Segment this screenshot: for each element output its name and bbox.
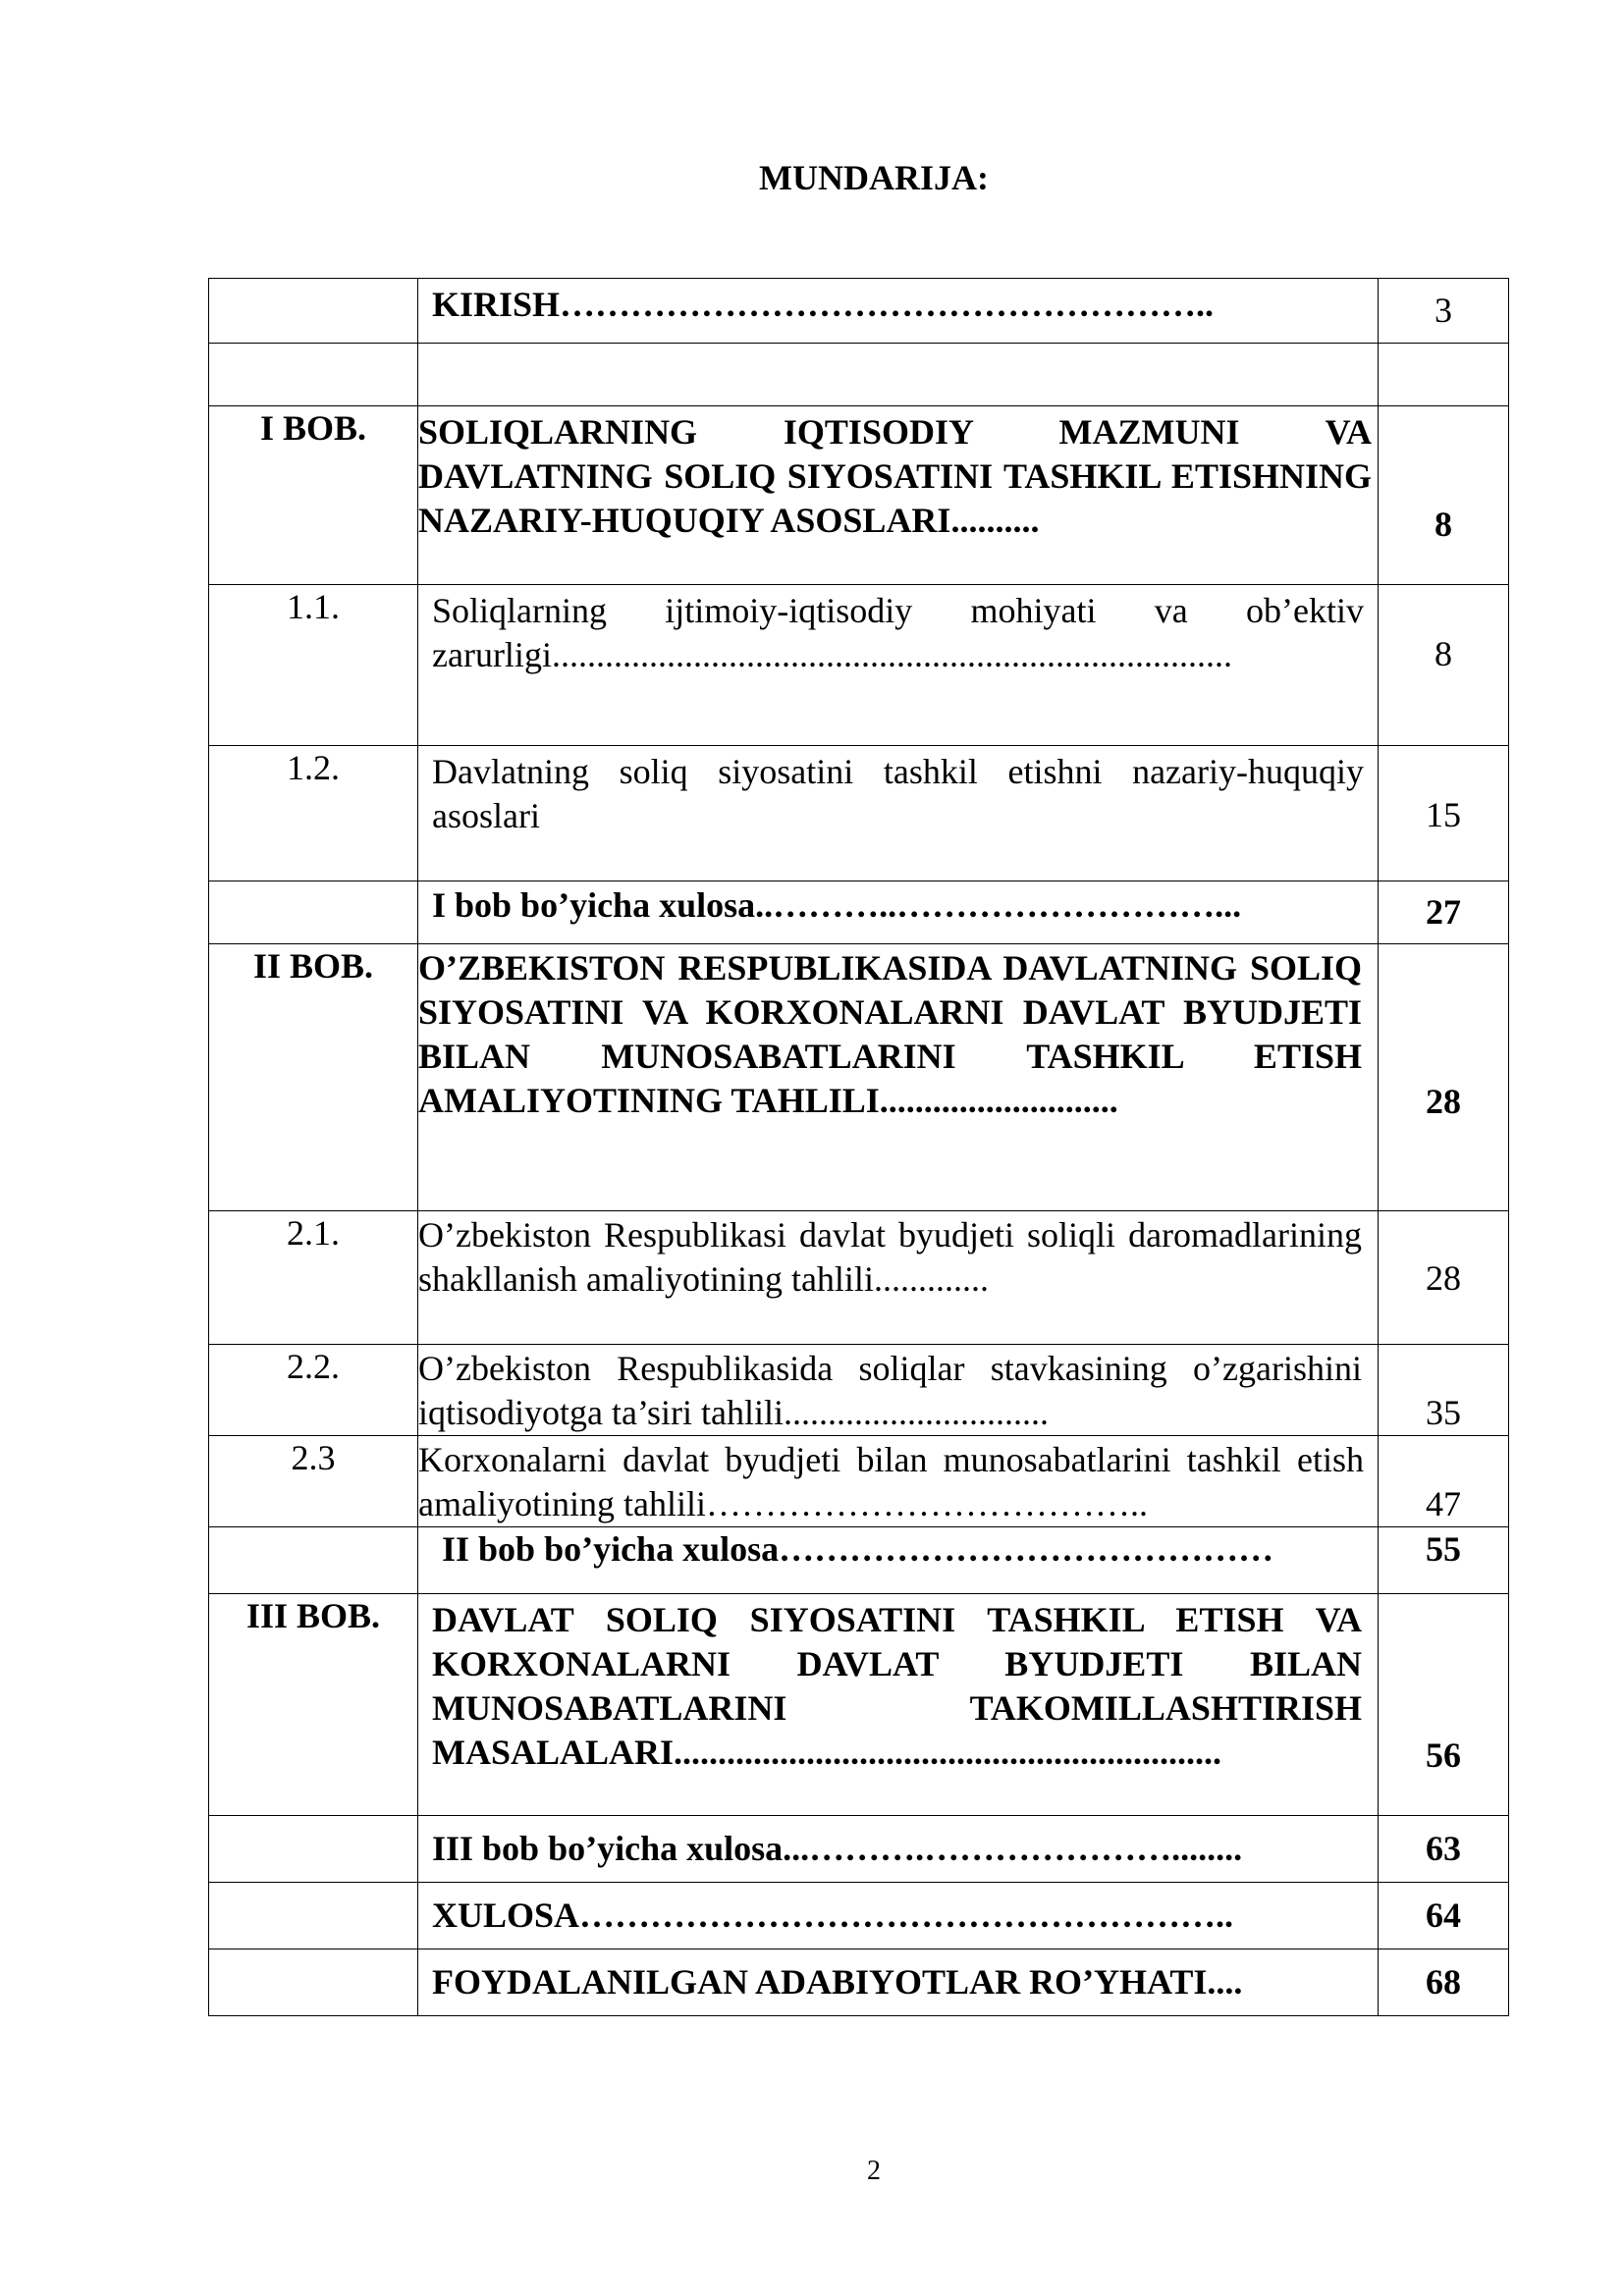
- toc-row-label: [209, 279, 418, 344]
- toc-row-conclusion: [209, 1883, 1509, 1949]
- page-number: 2: [867, 2156, 881, 2186]
- toc-row-empty: [209, 344, 1509, 406]
- toc-row-label: 2.1.: [209, 1211, 418, 1345]
- toc-row-section-2-1: [209, 1211, 1509, 1345]
- toc-row-label: III BOB.: [209, 1594, 418, 1816]
- toc-row-section-2-3: [209, 1436, 1509, 1527]
- toc-row-page: 28: [1379, 1211, 1509, 1345]
- toc-row-chapter-3: [209, 1594, 1509, 1816]
- toc-row-title[interactable]: SOLIQLARNING IQTISODIY MAZMUNI VA DAVLATNING SOLIQ SIYOSATINI TASHKIL ETISHNING NAZARIY-HUQUQIY ASOSLARI..........: [418, 406, 1379, 585]
- toc-row-page: 47: [1379, 1436, 1509, 1527]
- toc-row-label: [209, 1883, 418, 1949]
- toc-row-introduction: [209, 279, 1509, 344]
- toc-row-title[interactable]: Korxonalarni davlat byudjeti bilan munosabatlarini tashkil etish amaliyotining tahlili………………………………..: [418, 1436, 1379, 1527]
- toc-row-label: 1.1.: [209, 585, 418, 746]
- toc-row-title[interactable]: Soliqlarning ijtimoiy-iqtisodiy mohiyati va ob’ektiv zarurligi.............................................................................: [418, 585, 1379, 746]
- toc-row-label: [209, 1949, 418, 2016]
- toc-row-references: [209, 1949, 1509, 2016]
- toc-row-title[interactable]: XULOSA………………………………………………..: [418, 1883, 1379, 1949]
- table-of-contents: [208, 278, 1509, 2016]
- toc-row-title[interactable]: FOYDALANILGAN ADABIYOTLAR RO’YHATI....: [418, 1949, 1379, 2016]
- toc-row-section-1-2: [209, 746, 1509, 881]
- toc-row-label: [209, 881, 418, 944]
- toc-row-title[interactable]: O’zbekiston Respublikasi davlat byudjeti soliqli daromadlarining shakllanish amaliyotining tahlili.............: [418, 1211, 1379, 1345]
- toc-row-page: 28: [1379, 944, 1509, 1211]
- toc-row-page: 27: [1379, 881, 1509, 944]
- toc-row-title[interactable]: O’ZBEKISTON RESPUBLIKASIDA DAVLATNING SOLIQ SIYOSATINI VA KORXONALARNI DAVLAT BYUDJETI BILAN MUNOSABATLARINI TASHKIL ETISH AMALIYOTINING TAHLILI...........................: [418, 944, 1379, 1211]
- toc-row-label: 2.3: [209, 1436, 418, 1527]
- toc-row-page: 3: [1379, 279, 1509, 344]
- page-title: MUNDARIJA:: [759, 158, 989, 197]
- toc-row-chapter-1: [209, 406, 1509, 585]
- toc-row-page: 64: [1379, 1883, 1509, 1949]
- toc-row-title[interactable]: III bob bo’yicha xulosa...……….…………………........: [418, 1816, 1379, 1883]
- toc-row-title[interactable]: O’zbekiston Respublikasida soliqlar stavkasining o’zgarishini iqtisodiyotga ta’siri tahlili..............................: [418, 1345, 1379, 1436]
- toc-row-label: [209, 1527, 418, 1594]
- toc-row-label: I BOB.: [209, 406, 418, 585]
- toc-row-title: [418, 344, 1379, 406]
- toc-row-page: 56: [1379, 1594, 1509, 1816]
- toc-row-page: 55: [1379, 1527, 1509, 1594]
- toc-row-chapter-2-summary: [209, 1527, 1509, 1594]
- toc-row-page: 8: [1379, 406, 1509, 585]
- toc-row-page: 35: [1379, 1345, 1509, 1436]
- toc-row-chapter-2: [209, 944, 1509, 1211]
- toc-row-label: 1.2.: [209, 746, 418, 881]
- toc-row-label: [209, 1816, 418, 1883]
- toc-row-title[interactable]: KIRISH………………………………………………..: [418, 279, 1379, 344]
- toc-row-title[interactable]: I bob bo’yicha xulosa..………..………………………...: [418, 881, 1379, 944]
- toc-row-label: II BOB.: [209, 944, 418, 1211]
- toc-row-section-2-2: [209, 1345, 1509, 1436]
- toc-row-page: 63: [1379, 1816, 1509, 1883]
- toc-row-page: 15: [1379, 746, 1509, 881]
- toc-row-title[interactable]: Davlatning soliq siyosatini tashkil etishni nazariy-huquqiy asoslari: [418, 746, 1379, 881]
- toc-row-title[interactable]: II bob bo’yicha xulosa……………………………………: [418, 1527, 1379, 1594]
- toc-row-chapter-1-summary: [209, 881, 1509, 944]
- toc-row-label: [209, 344, 418, 406]
- toc-row-page: 8: [1379, 585, 1509, 746]
- toc-row-chapter-3-summary: [209, 1816, 1509, 1883]
- toc-row-page: [1379, 344, 1509, 406]
- toc-row-page: 68: [1379, 1949, 1509, 2016]
- toc-row-section-1-1: [209, 585, 1509, 746]
- toc-row-label: 2.2.: [209, 1345, 418, 1436]
- toc-row-title[interactable]: DAVLAT SOLIQ SIYOSATINI TASHKIL ETISH VA KORXONALARNI DAVLAT BYUDJETI BILAN MUNOSABATLARINI TAKOMILLASHTIRISH MASALALARI..............................................................: [418, 1594, 1379, 1816]
